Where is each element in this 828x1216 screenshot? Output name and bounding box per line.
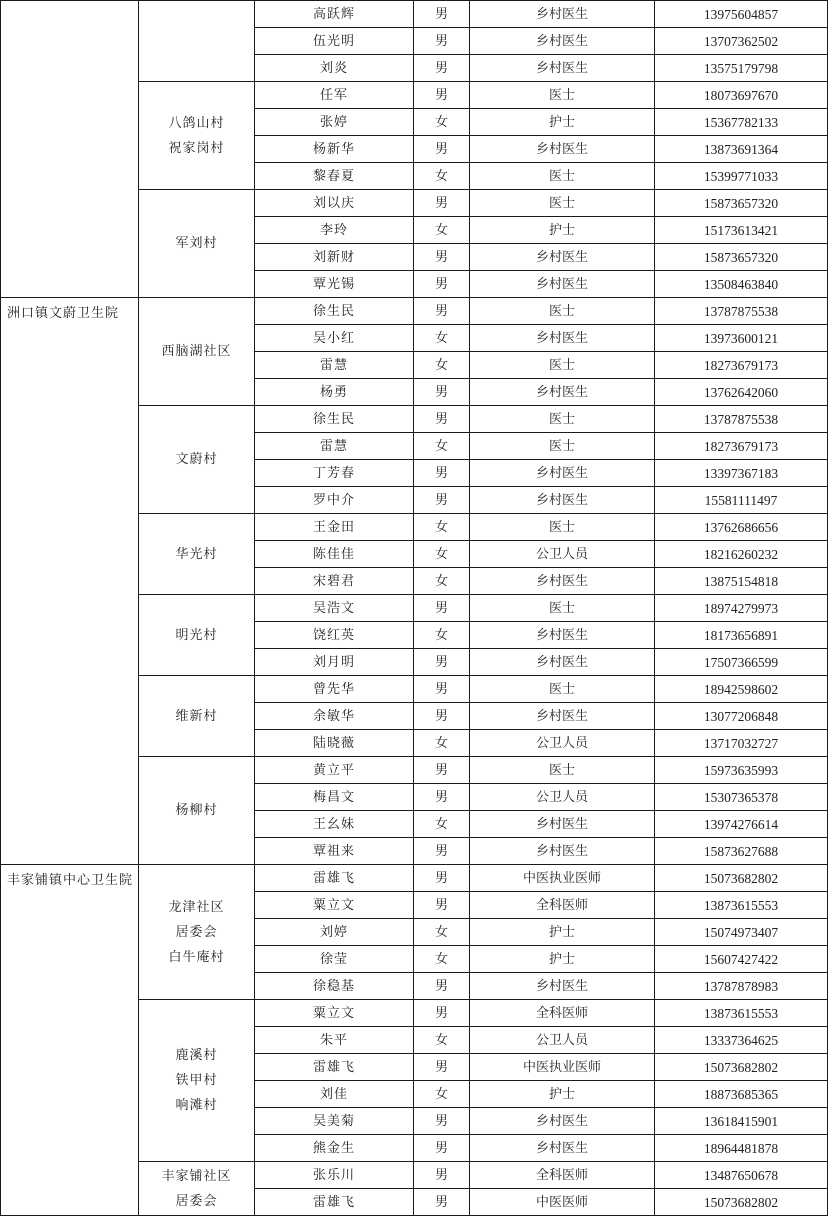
phone-cell: 15074973407 [655, 919, 828, 946]
staff-name-cell: 覃祖来 [255, 838, 414, 865]
phone-cell: 13717032727 [655, 730, 828, 757]
gender-cell: 女 [414, 919, 470, 946]
phone-cell: 13762686656 [655, 514, 828, 541]
village-name: 八鸽山村 [168, 115, 225, 131]
village-name: 维新村 [175, 708, 218, 724]
staff-name-cell: 梅昌文 [255, 784, 414, 811]
role-cell: 医士 [470, 298, 655, 325]
role-cell: 乡村医生 [470, 1108, 655, 1135]
staff-name-cell: 任军 [255, 82, 414, 109]
staff-name-cell: 陈佳佳 [255, 541, 414, 568]
staff-name-cell: 雷慧 [255, 352, 414, 379]
role-cell: 医士 [470, 163, 655, 190]
staff-name-cell: 张乐川 [255, 1162, 414, 1189]
gender-cell: 女 [414, 1081, 470, 1108]
staff-name-cell: 徐稳基 [255, 973, 414, 1000]
role-cell: 公卫人员 [470, 541, 655, 568]
role-cell: 护士 [470, 946, 655, 973]
village-cell [139, 82, 255, 190]
staff-name-cell: 粟立文 [255, 892, 414, 919]
village-name: 丰家铺社区 [161, 1168, 232, 1184]
gender-cell: 男 [414, 838, 470, 865]
role-cell: 乡村医生 [470, 325, 655, 352]
phone-cell: 18273679173 [655, 433, 828, 460]
staff-name-cell: 丁芳春 [255, 460, 414, 487]
phone-cell: 15973635993 [655, 757, 828, 784]
table-row [1, 865, 828, 892]
village-cell [139, 514, 255, 595]
role-cell: 护士 [470, 919, 655, 946]
phone-cell: 13787875538 [655, 406, 828, 433]
gender-cell: 男 [414, 244, 470, 271]
village-name: 军刘村 [175, 236, 218, 251]
village-name: 白牛庵村 [168, 949, 225, 965]
gender-cell: 男 [414, 460, 470, 487]
role-cell: 医士 [470, 352, 655, 379]
gender-cell: 男 [414, 298, 470, 325]
staff-name-cell: 伍光明 [255, 28, 414, 55]
phone-cell: 18073697670 [655, 82, 828, 109]
role-cell: 乡村医生 [470, 811, 655, 838]
role-cell: 乡村医生 [470, 649, 655, 676]
staff-name-cell: 罗中介 [255, 487, 414, 514]
village-cell [139, 406, 255, 514]
phone-cell: 13618415901 [655, 1108, 828, 1135]
role-cell: 医士 [470, 514, 655, 541]
role-cell: 乡村医生 [470, 55, 655, 82]
staff-name-cell: 饶红英 [255, 622, 414, 649]
gender-cell: 男 [414, 82, 470, 109]
role-cell: 乡村医生 [470, 703, 655, 730]
org-cell [1, 1, 139, 298]
staff-name-cell: 刘新财 [255, 244, 414, 271]
table-row [1, 298, 828, 325]
gender-cell: 女 [414, 730, 470, 757]
gender-cell: 男 [414, 136, 470, 163]
staff-name-cell: 王金田 [255, 514, 414, 541]
gender-cell: 男 [414, 271, 470, 298]
role-cell: 全科医师 [470, 1162, 655, 1189]
phone-cell: 13787875538 [655, 298, 828, 325]
staff-name-cell: 王幺妹 [255, 811, 414, 838]
staff-name-cell: 刘月明 [255, 649, 414, 676]
phone-cell: 18942598602 [655, 676, 828, 703]
phone-cell: 18873685365 [655, 1081, 828, 1108]
gender-cell: 女 [414, 325, 470, 352]
phone-cell: 15073682802 [655, 1054, 828, 1081]
staff-name-cell: 黎春夏 [255, 163, 414, 190]
village-name: 铁甲村 [175, 1073, 218, 1088]
staff-name-cell: 宋碧君 [255, 568, 414, 595]
role-cell: 乡村医生 [470, 28, 655, 55]
role-cell: 乡村医生 [470, 244, 655, 271]
gender-cell: 男 [414, 1054, 470, 1081]
role-cell: 乡村医生 [470, 1, 655, 28]
village-cell [139, 1, 255, 82]
role-cell: 乡村医生 [470, 271, 655, 298]
staff-name-cell: 刘佳 [255, 1081, 414, 1108]
gender-cell: 男 [414, 1135, 470, 1162]
staff-name-cell: 徐生民 [255, 406, 414, 433]
phone-cell: 13873615553 [655, 892, 828, 919]
staff-name-cell: 熊金生 [255, 1135, 414, 1162]
phone-cell: 13397367183 [655, 460, 828, 487]
staff-name-cell: 陆晓薇 [255, 730, 414, 757]
phone-cell: 13337364625 [655, 1027, 828, 1054]
staff-name-cell: 曾先华 [255, 676, 414, 703]
village-name: 响滩村 [175, 1098, 218, 1113]
gender-cell: 男 [414, 55, 470, 82]
role-cell: 医士 [470, 595, 655, 622]
phone-cell: 13973600121 [655, 325, 828, 352]
role-cell: 医士 [470, 406, 655, 433]
gender-cell: 男 [414, 1108, 470, 1135]
phone-cell: 18964481878 [655, 1135, 828, 1162]
gender-cell: 男 [414, 28, 470, 55]
village-cell [139, 595, 255, 676]
role-cell: 医士 [470, 82, 655, 109]
gender-cell: 男 [414, 379, 470, 406]
gender-cell: 女 [414, 433, 470, 460]
village-name: 龙津社区 [168, 899, 225, 915]
village-name: 华光村 [175, 546, 218, 562]
staff-name-cell: 杨勇 [255, 379, 414, 406]
staff-name-cell: 刘婷 [255, 919, 414, 946]
staff-name-cell: 张婷 [255, 109, 414, 136]
staff-name-cell: 余敏华 [255, 703, 414, 730]
gender-cell: 女 [414, 163, 470, 190]
gender-cell: 女 [414, 514, 470, 541]
gender-cell: 男 [414, 757, 470, 784]
gender-cell: 男 [414, 1162, 470, 1189]
staff-name-cell: 吴小红 [255, 325, 414, 352]
role-cell: 公卫人员 [470, 1027, 655, 1054]
role-cell: 乡村医生 [470, 379, 655, 406]
gender-cell: 女 [414, 568, 470, 595]
staff-name-cell: 雷雄飞 [255, 1054, 414, 1081]
phone-cell: 15367782133 [655, 109, 828, 136]
phone-cell: 15073682802 [655, 1189, 828, 1216]
role-cell: 全科医师 [470, 1000, 655, 1027]
phone-cell: 15873657320 [655, 190, 828, 217]
role-cell: 护士 [470, 109, 655, 136]
village-cell [139, 1162, 255, 1216]
village-name: 西脑湖社区 [161, 344, 232, 359]
village-cell [139, 190, 255, 298]
role-cell: 乡村医生 [470, 838, 655, 865]
staff-name-cell: 徐莹 [255, 946, 414, 973]
staff-name-cell: 粟立文 [255, 1000, 414, 1027]
phone-cell: 13975604857 [655, 1, 828, 28]
gender-cell: 男 [414, 865, 470, 892]
staff-name-cell: 刘炎 [255, 55, 414, 82]
gender-cell: 男 [414, 676, 470, 703]
village-name: 杨柳村 [175, 803, 218, 818]
role-cell: 乡村医生 [470, 460, 655, 487]
phone-cell: 15873627688 [655, 838, 828, 865]
gender-cell: 男 [414, 1, 470, 28]
village-name: 祝家岗村 [168, 140, 225, 156]
phone-cell: 13508463840 [655, 271, 828, 298]
staff-name-cell: 朱平 [255, 1027, 414, 1054]
gender-cell: 男 [414, 190, 470, 217]
phone-cell: 17507366599 [655, 649, 828, 676]
gender-cell: 男 [414, 406, 470, 433]
phone-cell: 15873657320 [655, 244, 828, 271]
gender-cell: 女 [414, 1027, 470, 1054]
phone-cell: 13487650678 [655, 1162, 828, 1189]
phone-cell: 15581111497 [655, 487, 828, 514]
role-cell: 乡村医生 [470, 622, 655, 649]
village-name: 居委会 [175, 1193, 218, 1209]
village-name: 文蔚村 [175, 452, 218, 467]
phone-cell: 15607427422 [655, 946, 828, 973]
gender-cell: 男 [414, 595, 470, 622]
staff-name-cell: 黄立平 [255, 757, 414, 784]
phone-cell: 13575179798 [655, 55, 828, 82]
staff-name-cell: 高跃辉 [255, 1, 414, 28]
role-cell: 乡村医生 [470, 136, 655, 163]
staff-name-cell: 吴美菊 [255, 1108, 414, 1135]
gender-cell: 女 [414, 622, 470, 649]
gender-cell: 男 [414, 892, 470, 919]
role-cell: 乡村医生 [470, 973, 655, 1000]
phone-cell: 18273679173 [655, 352, 828, 379]
gender-cell: 男 [414, 1189, 470, 1216]
role-cell: 乡村医生 [470, 1135, 655, 1162]
phone-cell: 13873615553 [655, 1000, 828, 1027]
org-cell: 丰家铺镇中心卫生院 [1, 865, 139, 1216]
phone-cell: 13762642060 [655, 379, 828, 406]
role-cell: 公卫人员 [470, 730, 655, 757]
village-name: 鹿溪村 [175, 1048, 218, 1063]
role-cell: 医士 [470, 757, 655, 784]
staff-name-cell: 徐生民 [255, 298, 414, 325]
table-row [1, 1, 828, 28]
phone-cell: 15173613421 [655, 217, 828, 244]
village-cell [139, 757, 255, 865]
role-cell: 中医医师 [470, 1189, 655, 1216]
role-cell: 公卫人员 [470, 784, 655, 811]
staff-name-cell: 李玲 [255, 217, 414, 244]
phone-cell: 13707362502 [655, 28, 828, 55]
village-name: 明光村 [175, 627, 218, 643]
gender-cell: 女 [414, 946, 470, 973]
phone-cell: 13875154818 [655, 568, 828, 595]
village-cell [139, 865, 255, 1000]
phone-cell: 13077206848 [655, 703, 828, 730]
village-name: 居委会 [175, 924, 218, 940]
gender-cell: 女 [414, 217, 470, 244]
role-cell: 医士 [470, 676, 655, 703]
gender-cell: 女 [414, 109, 470, 136]
gender-cell: 男 [414, 703, 470, 730]
staff-name-cell: 雷雄飞 [255, 865, 414, 892]
role-cell: 全科医师 [470, 892, 655, 919]
gender-cell: 男 [414, 487, 470, 514]
phone-cell: 15307365378 [655, 784, 828, 811]
staff-name-cell: 吴浩文 [255, 595, 414, 622]
village-cell [139, 298, 255, 406]
village-cell [139, 1000, 255, 1162]
phone-cell: 18216260232 [655, 541, 828, 568]
phone-cell: 18974279973 [655, 595, 828, 622]
role-cell: 中医执业医师 [470, 865, 655, 892]
role-cell: 医士 [470, 433, 655, 460]
gender-cell: 男 [414, 784, 470, 811]
gender-cell: 男 [414, 973, 470, 1000]
role-cell: 医士 [470, 190, 655, 217]
staff-name-cell: 杨新华 [255, 136, 414, 163]
gender-cell: 女 [414, 541, 470, 568]
staff-name-cell: 雷雄飞 [255, 1189, 414, 1216]
role-cell: 乡村医生 [470, 487, 655, 514]
role-cell: 护士 [470, 1081, 655, 1108]
org-cell: 洲口镇文蔚卫生院 [1, 298, 139, 865]
gender-cell: 男 [414, 1000, 470, 1027]
phone-cell: 15073682802 [655, 865, 828, 892]
staff-name-cell: 刘以庆 [255, 190, 414, 217]
gender-cell: 女 [414, 811, 470, 838]
staff-name-cell: 雷慧 [255, 433, 414, 460]
staff-table-body [1, 1, 828, 1216]
phone-cell: 18173656891 [655, 622, 828, 649]
role-cell: 护士 [470, 217, 655, 244]
phone-cell: 13787878983 [655, 973, 828, 1000]
village-cell [139, 676, 255, 757]
staff-name-cell: 覃光锡 [255, 271, 414, 298]
role-cell: 中医执业医师 [470, 1054, 655, 1081]
gender-cell: 女 [414, 352, 470, 379]
gender-cell: 男 [414, 649, 470, 676]
role-cell: 乡村医生 [470, 568, 655, 595]
phone-cell: 15399771033 [655, 163, 828, 190]
phone-cell: 13873691364 [655, 136, 828, 163]
phone-cell: 13974276614 [655, 811, 828, 838]
